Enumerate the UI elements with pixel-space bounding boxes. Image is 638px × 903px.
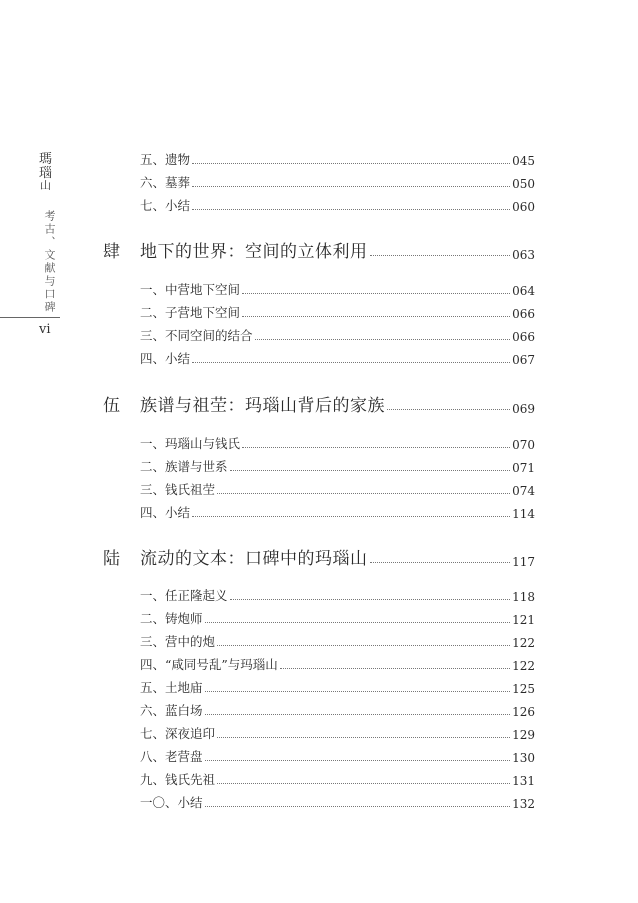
toc-entry-title: 七、小结 <box>140 198 191 213</box>
toc-entry[interactable] <box>140 171 535 191</box>
toc-entry-title: 四、小结 <box>140 505 191 520</box>
leader-dots <box>280 668 510 669</box>
page-number: vi <box>39 322 51 337</box>
toc-entry-page: 129 <box>512 728 535 742</box>
chapter-page: 117 <box>512 555 535 569</box>
leader-dots <box>192 516 510 517</box>
toc-entry[interactable] <box>140 278 535 298</box>
chapter-number: 肆 <box>103 242 120 262</box>
leader-dots <box>217 783 510 784</box>
book-logo-icon <box>38 150 60 190</box>
toc-entry[interactable] <box>140 768 535 788</box>
toc-entry[interactable] <box>140 478 535 498</box>
toc-entry-page: 132 <box>512 797 535 811</box>
toc-entry-page: 066 <box>512 307 535 321</box>
toc-entry[interactable] <box>140 722 535 742</box>
toc-entry[interactable] <box>140 455 535 475</box>
toc-entry-page: 126 <box>512 705 535 719</box>
toc-entry-page: 122 <box>512 636 535 650</box>
chapter-title: 地下的世界：空间的立体利用 <box>140 242 368 262</box>
toc-entry-page: 070 <box>512 438 535 452</box>
svg-text:瑙: 瑙 <box>39 166 53 181</box>
leader-dots <box>242 447 510 448</box>
toc-entry-page: 071 <box>512 461 535 475</box>
leader-dots <box>217 493 510 494</box>
toc-entry-title: 三、钱氏祖茔 <box>140 482 216 497</box>
toc-entry[interactable] <box>140 607 535 627</box>
chapter-heading[interactable] <box>103 392 535 416</box>
toc-entry-title: 四、“咸同号乱”与玛瑙山 <box>140 657 278 672</box>
leader-dots <box>370 255 511 256</box>
leader-dots <box>192 209 510 210</box>
toc-entry[interactable] <box>140 324 535 344</box>
toc-entry-title: 三、营中的炮 <box>140 634 216 649</box>
leader-dots <box>217 645 510 646</box>
toc-entry-title: 五、土地庙 <box>140 680 203 695</box>
leader-dots <box>242 293 510 294</box>
leader-dots <box>205 806 511 807</box>
chapter-heading[interactable] <box>103 238 535 262</box>
toc-entry[interactable] <box>140 148 535 168</box>
toc-entry-page: 045 <box>512 154 535 168</box>
toc-entry-title: 一、中营地下空间 <box>140 282 241 297</box>
toc-entry[interactable] <box>140 745 535 765</box>
leader-dots <box>205 714 511 715</box>
toc-entry-title: 九、钱氏先祖 <box>140 772 216 787</box>
series-title: 考古、文献与口碑 <box>43 210 56 314</box>
chapter-page: 069 <box>512 402 535 416</box>
toc-entry-page: 122 <box>512 659 535 673</box>
toc-entry-title: 五、遗物 <box>140 152 191 167</box>
chapter-number: 伍 <box>103 396 120 416</box>
toc-entry[interactable] <box>140 501 535 521</box>
toc-entry-page: 050 <box>512 177 535 191</box>
leader-dots <box>387 409 510 410</box>
toc-entry[interactable] <box>140 301 535 321</box>
toc-entry-page: 131 <box>512 774 535 788</box>
toc-entry-page: 125 <box>512 682 535 696</box>
toc-entry[interactable] <box>140 347 535 367</box>
toc-entry[interactable] <box>140 432 535 452</box>
toc-entry-title: 六、墓葬 <box>140 175 191 190</box>
toc-entry-title: 二、族谱与世系 <box>140 459 228 474</box>
toc-entry-page: 064 <box>512 284 535 298</box>
leader-dots <box>205 760 511 761</box>
leader-dots <box>205 622 511 623</box>
toc-entry[interactable] <box>140 676 535 696</box>
margin-divider <box>0 317 60 318</box>
leader-dots <box>192 362 510 363</box>
toc-entry-page: 067 <box>512 353 535 367</box>
chapter-number: 陆 <box>103 549 120 569</box>
chapter-title: 流动的文本：口碑中的玛瑙山 <box>140 549 368 569</box>
toc-entry-title: 二、铸炮师 <box>140 611 203 626</box>
toc-entry[interactable] <box>140 653 535 673</box>
leader-dots <box>230 470 511 471</box>
leader-dots <box>242 316 510 317</box>
toc-entry[interactable] <box>140 791 535 811</box>
toc-entry-title: 二、子营地下空间 <box>140 305 241 320</box>
toc-entry-page: 118 <box>512 590 535 604</box>
chapter-title: 族谱与祖茔：玛瑙山背后的家族 <box>140 396 385 416</box>
toc-entry-title: 六、蓝白场 <box>140 703 203 718</box>
svg-text:瑪: 瑪 <box>39 152 53 167</box>
toc-entry-page: 074 <box>512 484 535 498</box>
toc-entry-page: 114 <box>512 507 535 521</box>
toc-entry-title: 一〇、小结 <box>140 795 203 810</box>
leader-dots <box>192 186 510 187</box>
toc-entry-title: 三、不同空间的结合 <box>140 328 253 343</box>
leader-dots <box>230 599 511 600</box>
toc-entry-title: 一、任正隆起义 <box>140 588 228 603</box>
toc-entry-title: 一、玛瑙山与钱氏 <box>140 436 241 451</box>
chapter-page: 063 <box>512 248 535 262</box>
leader-dots <box>255 339 511 340</box>
svg-text:山: 山 <box>40 179 51 190</box>
toc-entry[interactable] <box>140 630 535 650</box>
toc-entry-title: 四、小结 <box>140 351 191 366</box>
leader-dots <box>370 562 511 563</box>
leader-dots <box>217 737 510 738</box>
toc-entry[interactable] <box>140 699 535 719</box>
toc-entry-page: 130 <box>512 751 535 765</box>
leader-dots <box>192 163 510 164</box>
toc-entry-title: 八、老营盘 <box>140 749 203 764</box>
toc-entry[interactable] <box>140 584 535 604</box>
toc-entry-title: 七、深夜追印 <box>140 726 216 741</box>
toc-entry-page: 060 <box>512 200 535 214</box>
toc-entry[interactable] <box>140 194 535 214</box>
leader-dots <box>205 691 511 692</box>
toc-entry-page: 066 <box>512 330 535 344</box>
chapter-heading[interactable] <box>103 545 535 569</box>
toc-entry-page: 121 <box>512 613 535 627</box>
